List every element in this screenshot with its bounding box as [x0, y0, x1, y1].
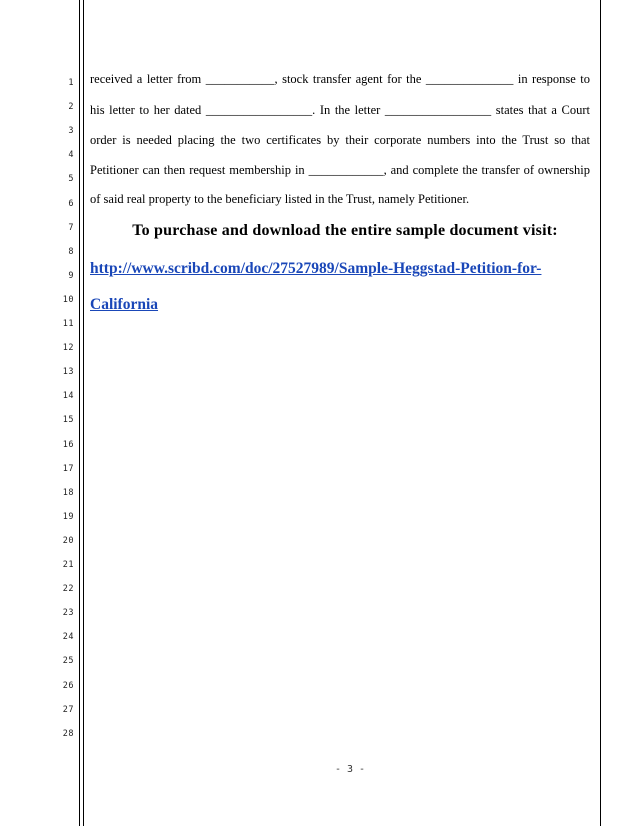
document-link-continuation[interactable]: California [90, 296, 159, 313]
line-number: 2 [68, 102, 74, 113]
line-number: 25 [62, 656, 74, 667]
line-number: 10 [62, 294, 74, 305]
line-number: 3 [68, 126, 74, 137]
line-number: 1 [68, 78, 74, 88]
page-number: - 3 - [334, 764, 366, 775]
line-number: 20 [62, 535, 74, 546]
line-number: 23 [62, 608, 74, 619]
line-number: 7 [68, 222, 74, 233]
line-number: 5 [68, 174, 74, 185]
line-number: 16 [62, 439, 74, 450]
purchase-heading: To purchase and download the entire sample document visit: [132, 222, 558, 239]
line-number: 21 [62, 560, 74, 570]
line-number: 4 [68, 150, 74, 161]
line-number: 9 [68, 270, 74, 281]
line-number: 11 [62, 319, 74, 329]
line-number: 28 [62, 728, 74, 739]
line-number: 26 [62, 680, 74, 691]
line-number: 12 [62, 343, 74, 354]
line-number: 15 [62, 415, 74, 426]
line-number: 13 [62, 367, 74, 378]
line-number: 27 [62, 704, 74, 715]
line-number: 17 [62, 463, 74, 474]
body-text-line: Petitioner can then request membership in ____________, and complete the transfer of ownership [90, 163, 590, 177]
body-text-line: received a letter from ___________, stock transfer agent for the ______________ in response to [90, 72, 590, 86]
body-text-line: of said real property to the beneficiary listed in the Trust, namely Petitioner. [90, 192, 470, 206]
line-number: 18 [62, 487, 74, 498]
body-text-line: his letter to her dated _________________. In the letter _________________ states that a Court [90, 103, 590, 117]
line-number: 19 [62, 511, 74, 522]
document-link[interactable]: http://www.scribd.com/doc/27527989/Sample-Heggstad-Petition-for- [90, 260, 542, 277]
margin-rule-right [600, 0, 601, 826]
margin-rule-left-outer [79, 0, 80, 826]
line-number: 14 [62, 391, 74, 402]
line-number: 22 [62, 584, 74, 595]
line-number: 6 [68, 198, 74, 209]
line-number: 8 [68, 246, 74, 257]
body-text-line: order is needed placing the two certificates by their corporate numbers into the Trust so that [90, 133, 590, 147]
margin-rule-left-inner [83, 0, 84, 826]
line-number: 24 [62, 632, 74, 643]
